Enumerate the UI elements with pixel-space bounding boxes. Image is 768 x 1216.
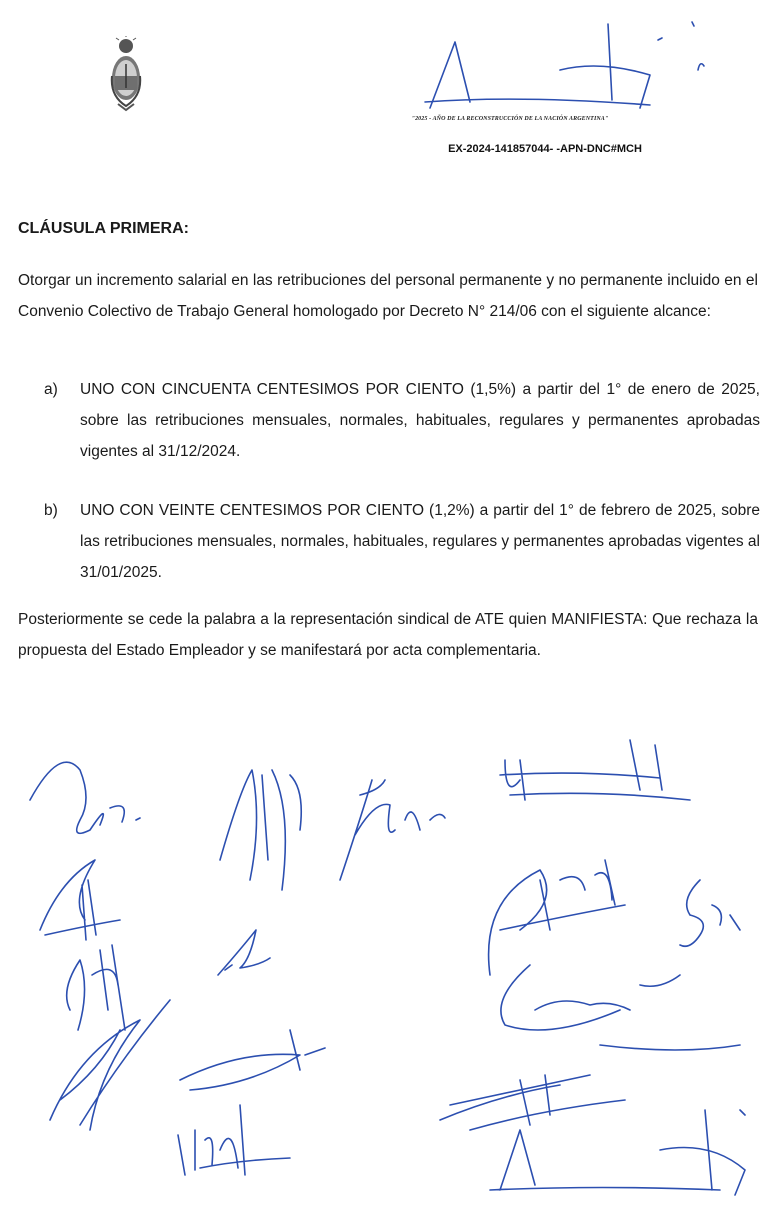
closing-paragraph: Posteriormente se cede la palabra a la representación sindical de ATE quien MANIFIESTA: Que rechaza la propuesta del Estado Empleador y se manifestará por acta complementaria.: [18, 611, 758, 659]
expediente-number: EX-2024-141857044- -APN-DNC#MCH: [448, 143, 642, 155]
signature-12: [501, 965, 740, 1050]
clause-intro: Otorgar un incremento salarial en las retribuciones del personal permanente y no permanente incluido en el Convenio Colectivo de Trabajo General homologado por Decreto N° 214/06 con el siguiente alcance:: [18, 272, 758, 320]
signature-13: [440, 1075, 625, 1130]
item-marker: a): [44, 381, 58, 398]
signature-1: [30, 762, 140, 833]
clause-item-b: [44, 495, 760, 588]
motto-line: "2025 - AÑO DE LA RECONSTRUCCIÓN DE LA NACIÓN ARGENTINA": [411, 116, 609, 122]
clause-item-a: [44, 374, 760, 467]
signature-7: [340, 780, 445, 880]
signature-2: [40, 860, 120, 940]
clause-title: CLÁUSULA PRIMERA:: [18, 220, 189, 237]
argentina-coat-of-arms-icon: [108, 36, 144, 112]
signature-11: [680, 880, 740, 946]
signature-9: [500, 740, 690, 800]
item-marker: b): [44, 502, 58, 519]
item-text: UNO CON CINCUENTA CENTESIMOS POR CIENTO (1,5%) a partir del 1° de enero de 2025, sobre las retribuciones mensuales, normales, habituales, regulares y permanentes aprobadas vigentes al 31/12/2024.: [80, 381, 760, 460]
signature-8: [218, 930, 270, 975]
header-signature: [425, 22, 704, 108]
signature-3: [67, 945, 125, 1030]
signature-5: [178, 1105, 290, 1175]
signature-10: [489, 860, 625, 975]
item-text: UNO CON VEINTE CENTESIMOS POR CIENTO (1,2%) a partir del 1° de febrero de 2025, sobre las retribuciones mensuales, normales, habituales, regulares y permanentes aprobadas vigentes al 31/01/2025.: [80, 502, 760, 581]
signature-14: [490, 1110, 745, 1195]
signature-4: [50, 1000, 325, 1130]
signature-6: [220, 770, 301, 890]
